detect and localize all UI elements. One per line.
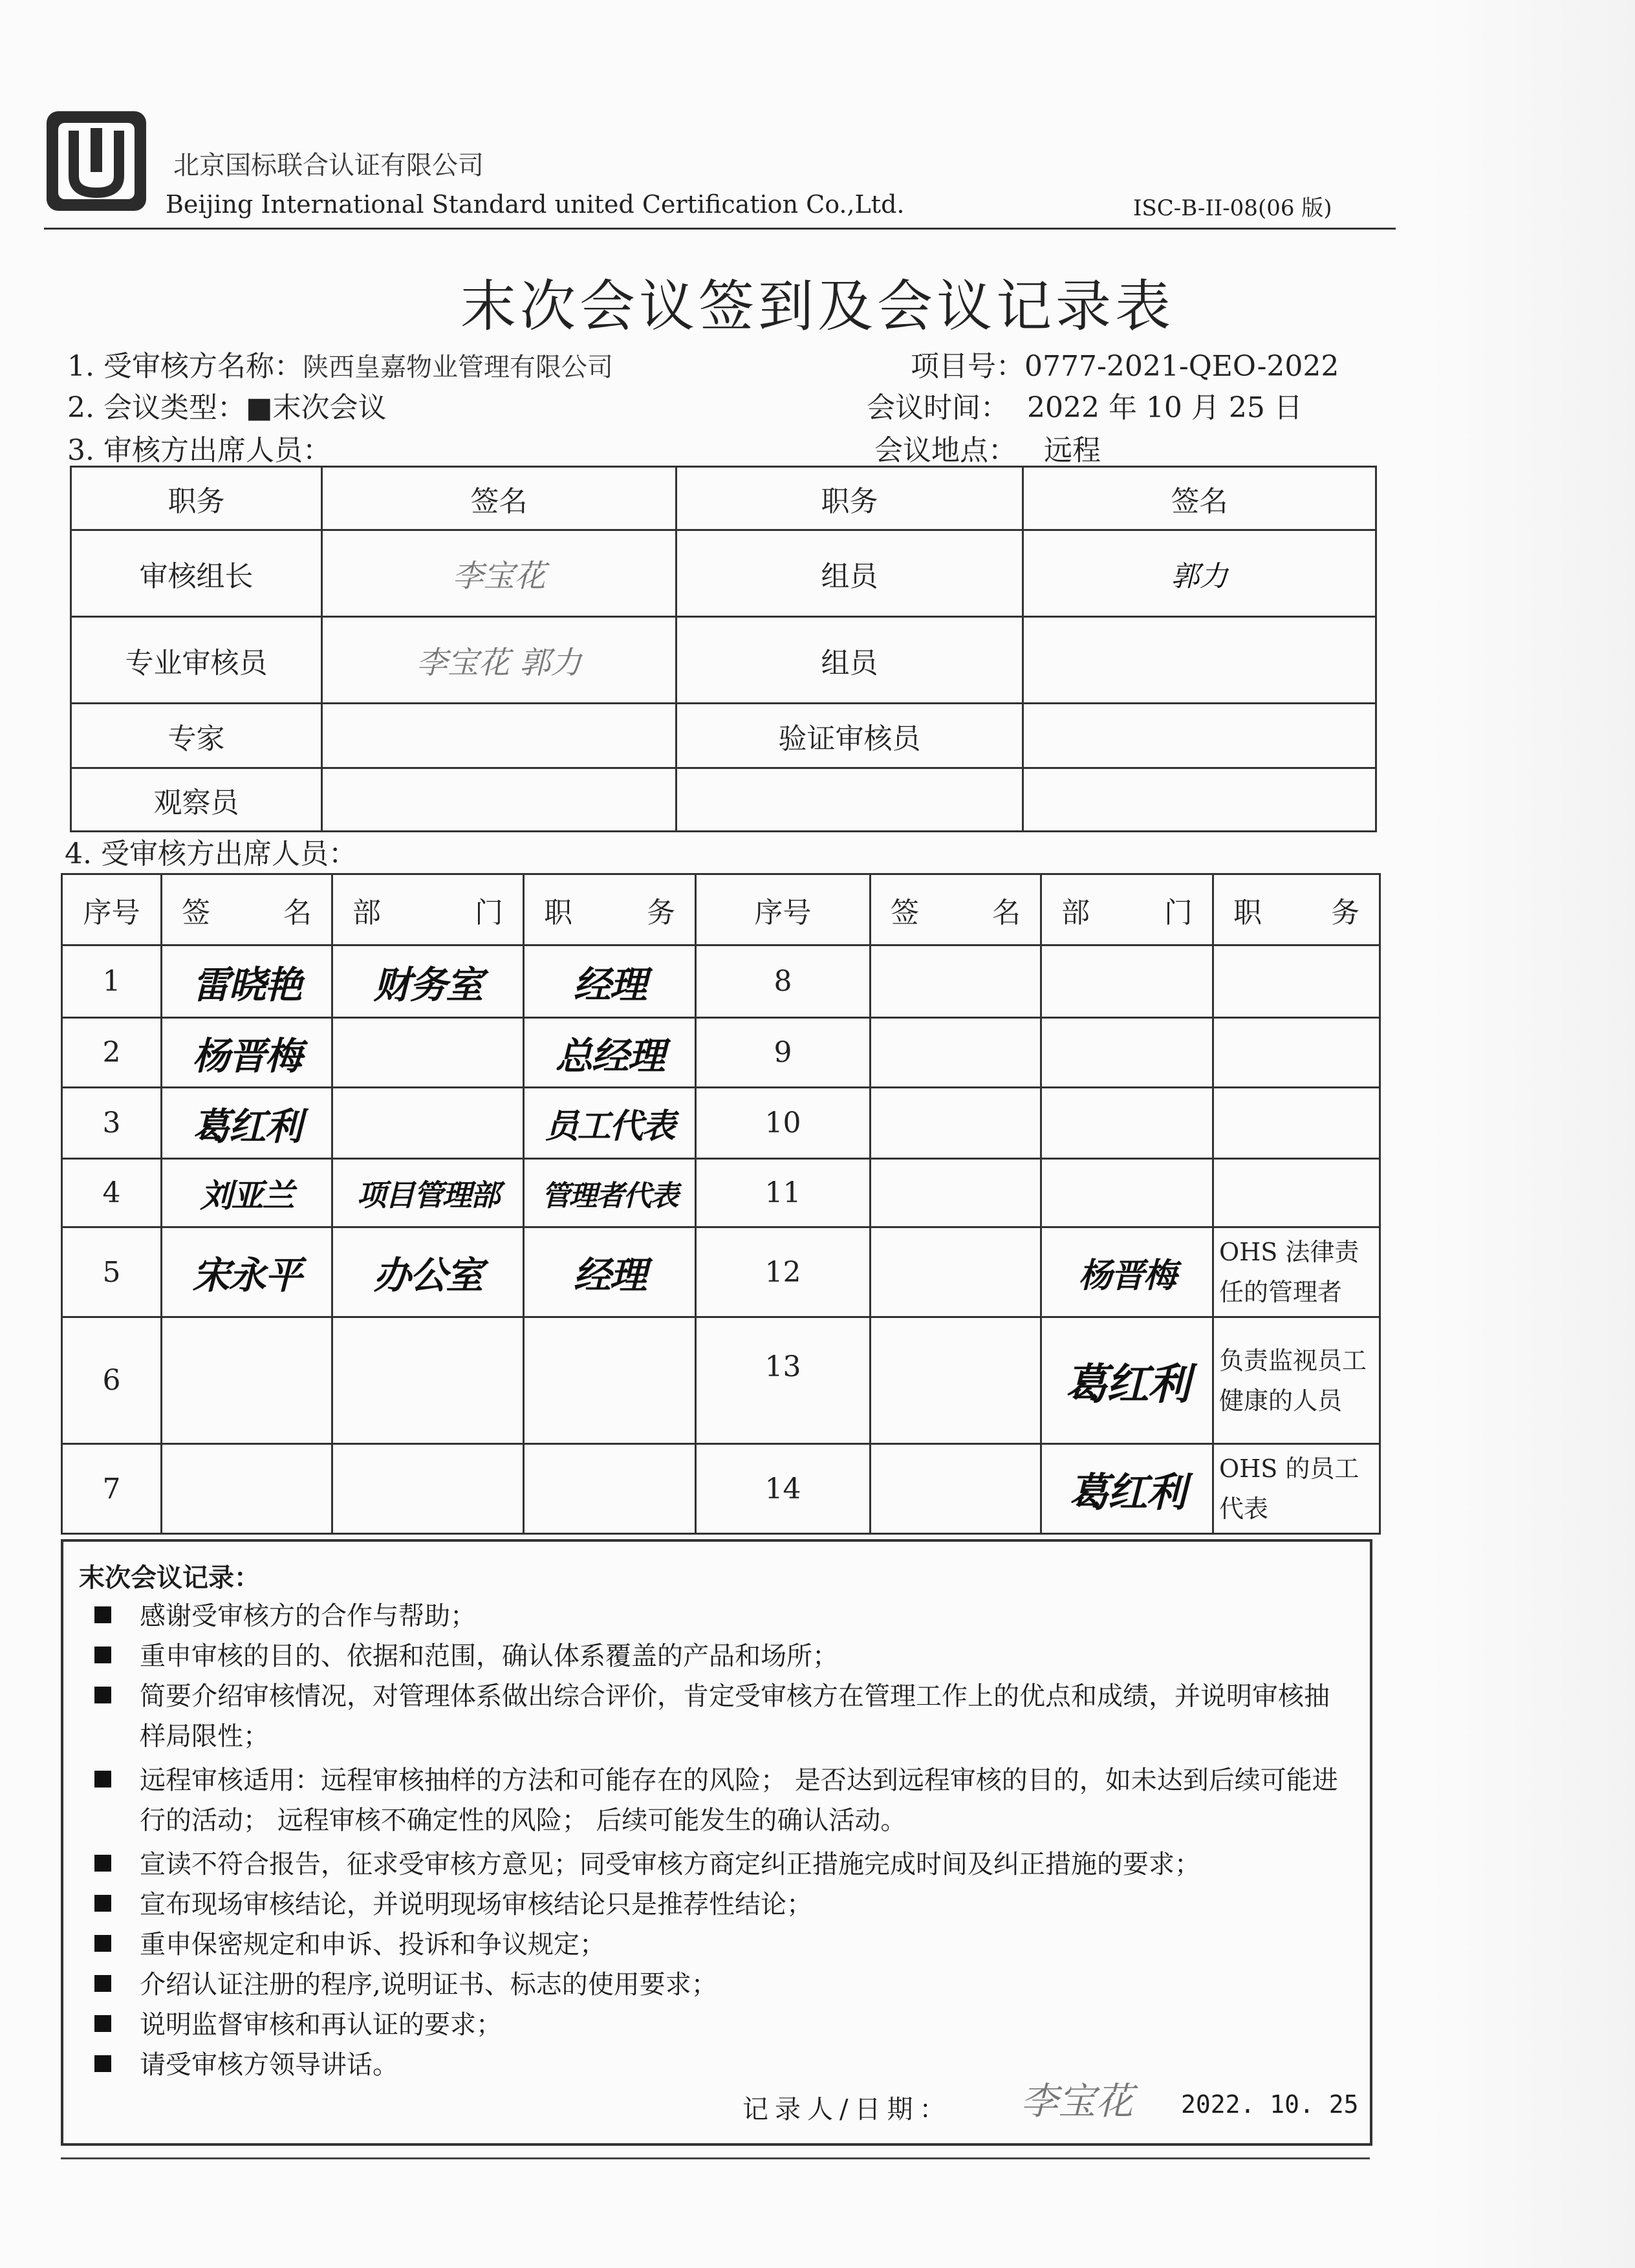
signature: 郭力 [1171, 559, 1228, 593]
signature: 刘亚兰 [200, 1176, 294, 1215]
list-item: 重申保密规定和申诉、投诉和争议规定； [92, 1925, 1353, 1965]
square-bullet-icon [94, 1935, 111, 1952]
seq-cell: 10 [696, 1088, 871, 1159]
sign-cell [871, 1317, 1041, 1444]
list-item: 说明监督审核和再认证的要求； [92, 2005, 1353, 2045]
meeting-records-box [61, 1539, 1372, 2146]
signature: 李宝花 [452, 558, 546, 594]
position-cell [524, 1018, 696, 1088]
seq-cell: 9 [696, 1018, 871, 1088]
square-bullet-icon [94, 1687, 111, 1703]
dept-cell [1041, 1018, 1213, 1088]
client-line [67, 343, 613, 384]
seq-cell: 7 [62, 1444, 162, 1534]
handwritten-dept: 财务室 [373, 962, 482, 1007]
dept-cell [1041, 1317, 1213, 1444]
square-bullet-icon [94, 1606, 111, 1623]
sign-cell [871, 1088, 1041, 1159]
company-name-cn: 北京国标联合认证有限公司 [173, 151, 484, 180]
sign-cell [162, 1088, 332, 1159]
list-item: 感谢受审核方的合作与帮助； [92, 1596, 1353, 1636]
position-cell [1213, 1159, 1380, 1227]
col-position: 职 务 [1213, 874, 1380, 945]
seq-cell: 12 [696, 1227, 871, 1317]
isc-logo-icon [44, 109, 149, 213]
auditor-header-row [71, 467, 1376, 530]
signature-cell [322, 530, 677, 617]
list-item: 重申审核的目的、依据和范围，确认体系覆盖的产品和场所； [92, 1636, 1353, 1676]
col-role: 职务 [71, 467, 322, 530]
col-seq: 序号 [62, 874, 162, 945]
col-dept: 部 门 [1041, 874, 1213, 945]
role-cell: 专家 [71, 704, 322, 768]
sign-cell [162, 1159, 332, 1227]
col-dept: 部 门 [332, 874, 524, 945]
dept-cell [332, 1088, 524, 1159]
seq-cell: 11 [696, 1159, 871, 1227]
records-heading: 末次会议记录： [79, 1562, 260, 1593]
role-cell: 审核组长 [71, 530, 322, 617]
auditor-section-label: 3. 审核方出席人员： [67, 434, 331, 467]
auditee-table [61, 873, 1381, 1535]
meeting-time-label: 会议时间： [867, 391, 1009, 424]
auditee-row [62, 1088, 1380, 1159]
dept-cell [332, 1444, 524, 1534]
sign-cell [871, 1159, 1041, 1227]
auditor-row [71, 704, 1376, 768]
sign-cell [871, 1227, 1041, 1317]
square-bullet-icon [94, 2055, 111, 2072]
list-item: 介绍认证注册的程序,说明证书、标志的使用要求； [92, 1965, 1353, 2005]
col-signature: 签名 [322, 467, 677, 530]
signature-cell [1023, 704, 1376, 768]
list-item: 宣布现场审核结论，并说明现场审核结论只是推荐性结论； [92, 1885, 1353, 1925]
square-bullet-icon [94, 1855, 111, 1872]
client-label: 1. 受审核方名称： [67, 350, 303, 383]
position-cell [1213, 1018, 1380, 1088]
square-bullet-icon [94, 1975, 111, 1992]
project-label: 项目号： [911, 350, 1024, 383]
handwritten-position: 管理者代表 [541, 1179, 678, 1213]
signature: 杨晋梅 [192, 1033, 301, 1078]
position-cell [524, 1444, 696, 1534]
square-bullet-icon [94, 1771, 111, 1787]
sign-cell [162, 1444, 332, 1534]
position-cell: OHS 的员工代表 [1213, 1444, 1380, 1534]
seq-cell: 3 [62, 1088, 162, 1159]
signature: 葛红利 [192, 1104, 301, 1149]
meeting-time-value: 2022 年 10 月 25 日 [1026, 391, 1303, 424]
position-cell: OHS 法律责任的管理者 [1213, 1227, 1380, 1317]
signature: 宋永平 [192, 1253, 301, 1297]
sign-cell [162, 945, 332, 1018]
location-value: 远程 [1043, 434, 1101, 467]
auditee-row [62, 1444, 1380, 1534]
role-cell: 组员 [677, 530, 1023, 617]
seq-cell: 8 [696, 945, 871, 1018]
meeting-time-line [867, 384, 1303, 426]
meeting-type-value: ■末次会议 [245, 391, 387, 424]
auditee-row [62, 1159, 1380, 1227]
auditor-row [71, 768, 1376, 832]
project-value: 0777-2021-QEO-2022 [1024, 350, 1339, 383]
sign-cell [871, 945, 1041, 1018]
signature-cell [322, 617, 677, 704]
seq-cell: 5 [62, 1227, 162, 1317]
square-bullet-icon [94, 2015, 111, 2032]
signature-cell [322, 768, 677, 832]
dept-cell [332, 1159, 524, 1227]
form-code: ISC-B-II-08(06 版) [1133, 195, 1332, 221]
role-cell [677, 768, 1023, 832]
dept-cell [332, 1227, 524, 1317]
signature-cell [1023, 617, 1376, 704]
auditee-section-label: 4. 受审核方出席人员： [65, 837, 357, 870]
handwritten-dept: 项目管理部 [356, 1177, 499, 1213]
position-cell [524, 1317, 696, 1444]
dept-cell [1041, 945, 1213, 1018]
role-cell: 组员 [677, 617, 1023, 704]
page-title: 末次会议签到及会议记录表 [460, 274, 1175, 339]
sign-cell [162, 1317, 332, 1444]
auditor-row [71, 617, 1376, 704]
signature: 李宝花 郭力 [416, 645, 582, 681]
auditee-row [62, 945, 1380, 1018]
square-bullet-icon [94, 1647, 111, 1663]
col-role: 职务 [677, 467, 1023, 530]
dept-cell [332, 1317, 524, 1444]
signature: 葛红利 [1065, 1359, 1189, 1409]
square-bullet-icon [94, 1895, 111, 1912]
seq-cell: 1 [62, 945, 162, 1018]
role-cell: 观察员 [71, 768, 322, 832]
records-list [92, 1596, 1353, 2085]
recorder-label: 记录人/日期： [742, 2095, 952, 2124]
position-cell [524, 1088, 696, 1159]
col-sign: 签 名 [162, 874, 332, 945]
position-cell [1213, 945, 1380, 1018]
footer-divider [61, 2157, 1370, 2159]
signature-cell [1023, 530, 1376, 617]
auditee-header-row [62, 874, 1380, 945]
dept-cell [1041, 1159, 1213, 1227]
auditee-row [62, 1317, 1380, 1444]
handwritten-position: 经理 [573, 1253, 646, 1297]
signature-cell [1023, 768, 1376, 832]
position-cell [524, 1227, 696, 1317]
role-cell: 专业审核员 [71, 617, 322, 704]
auditee-row [62, 1018, 1380, 1088]
signature: 葛红利 [1068, 1468, 1186, 1516]
handwritten-position: 总经理 [555, 1033, 664, 1078]
sign-cell [162, 1018, 332, 1088]
position-cell [1213, 1088, 1380, 1159]
position-cell [524, 945, 696, 1018]
scan-edge-shade [1428, 0, 1635, 2268]
location-line [874, 427, 1101, 468]
handwritten-dept: 办公室 [373, 1253, 482, 1297]
company-name-en: Beijing International Standard united Certification Co.,Ltd. [166, 190, 905, 219]
position-cell: 负责监视员工健康的人员 [1213, 1317, 1380, 1444]
dept-cell [1041, 1227, 1213, 1317]
dept-cell [332, 1018, 524, 1088]
sign-cell [162, 1227, 332, 1317]
sign-cell [871, 1444, 1041, 1534]
list-item: 宣读不符合报告，征求受审核方意见；同受审核方商定纠正措施完成时间及纠正措施的要求； [92, 1844, 1353, 1885]
project-line [911, 343, 1339, 384]
col-signature: 签名 [1023, 467, 1376, 530]
dept-cell [1041, 1444, 1213, 1534]
signature: 杨晋梅 [1078, 1255, 1176, 1295]
auditee-row [62, 1227, 1380, 1317]
role-cell: 验证审核员 [677, 704, 1023, 768]
client-value: 陕西皇嘉物业管理有限公司 [302, 352, 613, 382]
col-position: 职 务 [524, 874, 696, 945]
sign-cell [871, 1018, 1041, 1088]
seq-cell: 14 [696, 1444, 871, 1534]
seq-cell: 13 [696, 1317, 871, 1444]
auditor-table [70, 466, 1377, 832]
seq-cell: 6 [62, 1317, 162, 1444]
seq-cell: 2 [62, 1018, 162, 1088]
col-seq: 序号 [696, 874, 871, 945]
signature: 雷晓艳 [192, 962, 301, 1007]
dept-cell [1041, 1088, 1213, 1159]
handwritten-position: 员工代表 [545, 1107, 675, 1146]
list-item: 请受审核方领导讲话。 [92, 2045, 1353, 2085]
list-item: 简要介绍审核情况，对管理体系做出综合评价，肯定受审核方在管理工作上的优点和成绩，并说明审核抽样局限性； [92, 1676, 1353, 1756]
seq-cell: 4 [62, 1159, 162, 1227]
auditor-row [71, 530, 1376, 617]
dept-cell [332, 945, 524, 1018]
meeting-type-label: 2. 会议类型： [67, 391, 246, 424]
meeting-type-line [67, 384, 387, 426]
signature-cell [322, 704, 677, 768]
location-label: 会议地点： [874, 434, 1017, 467]
recorder-signature: 李宝花 [1021, 2079, 1134, 2123]
handwritten-position: 经理 [573, 962, 646, 1007]
position-cell [524, 1159, 696, 1227]
list-item: 远程审核适用：远程审核抽样的方法和可能存在的风险； 是否达到远程审核的目的，如未达到后续可能进行的活动； 远程审核不确定性的风险； 后续可能发生的确认活动。 [92, 1760, 1353, 1841]
header-divider [44, 228, 1396, 230]
recorder-date: 2022. 10. 25 [1181, 2090, 1359, 2119]
col-sign: 签 名 [871, 874, 1041, 945]
